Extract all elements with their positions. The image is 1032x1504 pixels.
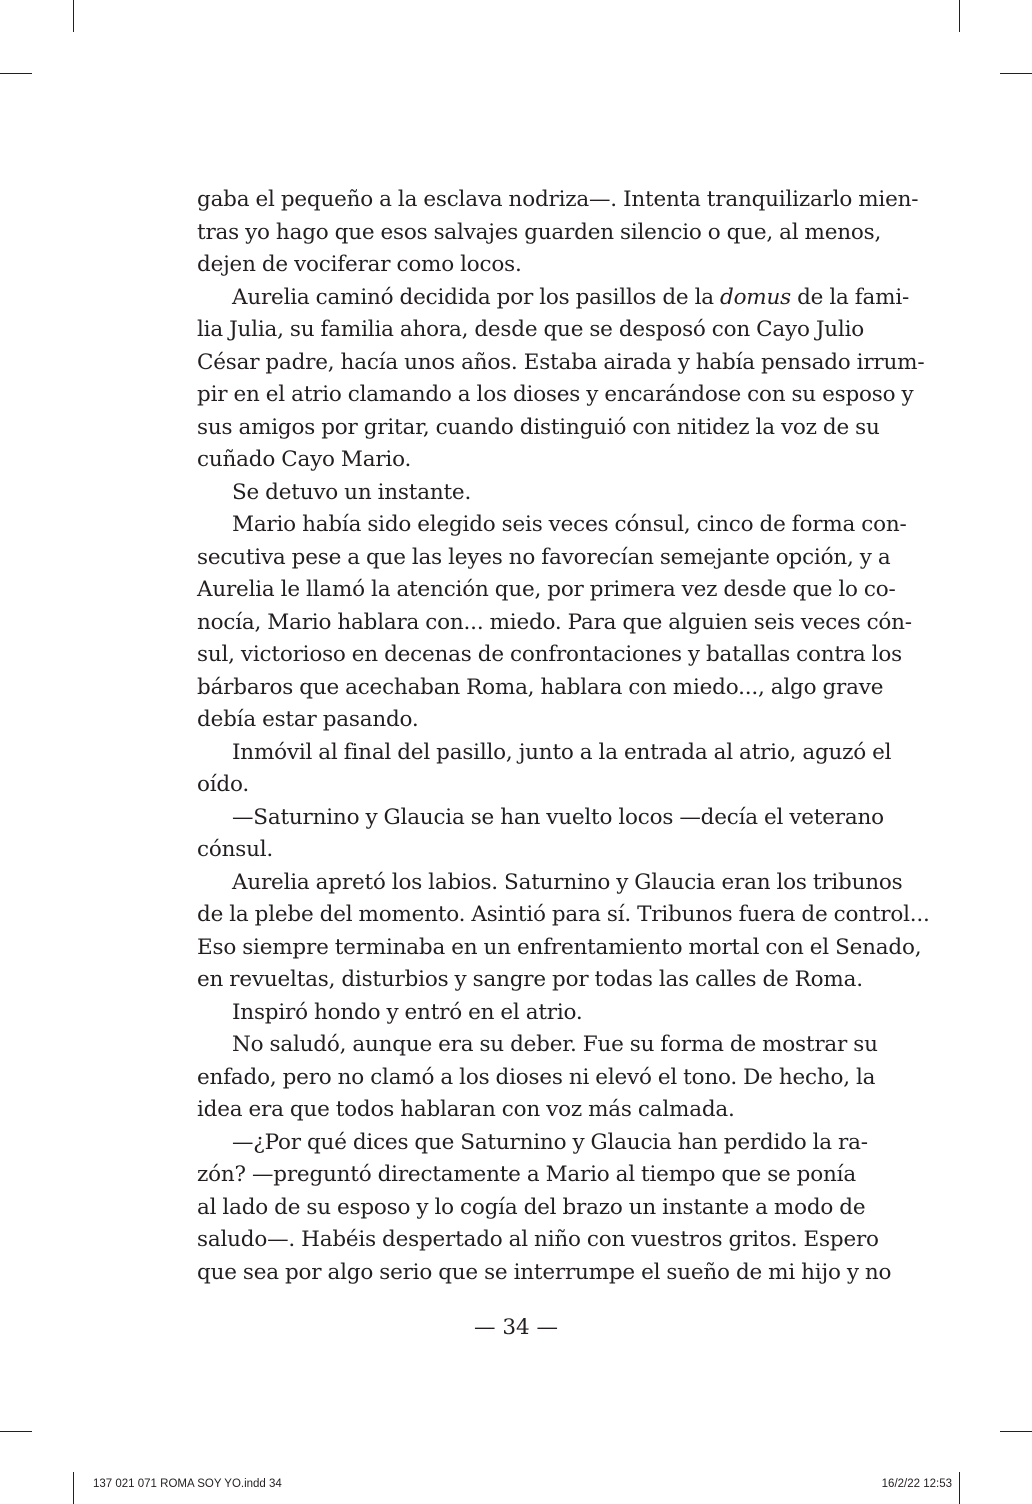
text-line: Inspiró hondo y entró en el atrio. xyxy=(232,999,583,1025)
crop-mark-top-right xyxy=(959,0,960,32)
crop-mark-right-top xyxy=(1000,73,1032,74)
text-line: al lado de su esposo y lo cogía del brazo un instante a modo de xyxy=(197,1194,866,1220)
text-line: lia Julia, su familia ahora, desde que se desposó con Cayo Julio xyxy=(197,317,865,342)
text-line: cuñado Cayo Mario. xyxy=(197,447,412,472)
page-number: — 34 — xyxy=(473,1315,559,1340)
text-line: secutiva pese a que las leyes no favorecían semejante opción, y a xyxy=(197,544,891,570)
text-line: Inmóvil al final del pasillo, junto a la entrada al atrio, aguzó el xyxy=(232,739,892,765)
text-line: Mario había sido elegido seis veces cónsul, cinco de forma con- xyxy=(232,512,907,537)
crop-mark-bottom-right xyxy=(959,1472,960,1504)
text-line: No saludó, aunque era su deber. Fue su forma de mostrar su xyxy=(232,1032,878,1057)
text-line: gaba el pequeño a la esclava nodriza—. Intenta tranquilizarlo mien- xyxy=(197,187,919,212)
text-line: saludo—. Habéis despertado al niño con vuestros gritos. Espero xyxy=(197,1227,879,1252)
text-line: sul, victorioso en decenas de confrontaciones y batallas contra los xyxy=(197,642,902,667)
text-line: Se detuvo un instante. xyxy=(232,479,472,505)
text-line: debía estar pasando. xyxy=(197,707,419,732)
text-line: que sea por algo serio que se interrumpe el sueño de mi hijo y no xyxy=(197,1259,892,1285)
text-line: tras yo hago que esos salvajes guarden silencio o que, al menos, xyxy=(197,219,882,245)
text-line: bárbaros que acechaban Roma, hablara con miedo..., algo grave xyxy=(197,674,884,700)
crop-mark-right-bottom xyxy=(1000,1431,1032,1432)
crop-mark-left-top xyxy=(0,73,32,74)
text-line: zón? —preguntó directamente a Mario al tiempo que se ponía xyxy=(197,1162,856,1187)
text-line: pir en el atrio clamando a los dioses y encarándose con su esposo y xyxy=(197,382,914,407)
crop-mark-bottom-left xyxy=(73,1472,74,1504)
text-line: dejen de vociferar como locos. xyxy=(197,252,522,277)
text-line: enfado, pero no clamó a los dioses ni elevó el tono. De hecho, la xyxy=(197,1064,876,1090)
text-line: oído. xyxy=(197,772,249,797)
slug-file-info: 137 021 071 ROMA SOY YO.indd 34 xyxy=(93,1478,282,1490)
text-line: sus amigos por gritar, cuando distinguió con nitidez la voz de su xyxy=(197,414,880,440)
text-line: de la plebe del momento. Asintió para sí. Tribunos fuera de control... xyxy=(197,902,930,927)
text-line: idea era que todos hablaran con voz más calmada. xyxy=(197,1097,735,1122)
text-line: Aurelia apretó los labios. Saturnino y Glaucia eran los tribunos xyxy=(232,869,903,895)
text-line: Aurelia le llamó la atención que, por primera vez desde que lo co- xyxy=(197,577,896,602)
text-line: cónsul. xyxy=(197,837,274,862)
text-line: —Saturnino y Glaucia se han vuelto locos —decía el veterano xyxy=(232,804,884,830)
crop-mark-top-left xyxy=(73,0,74,32)
body-text xyxy=(197,184,930,1289)
text-line: en revueltas, disturbios y sangre por todas las calles de Roma. xyxy=(197,967,863,992)
text-line: —¿Por qué dices que Saturnino y Glaucia han perdido la ra- xyxy=(232,1129,868,1155)
crop-mark-left-bottom xyxy=(0,1431,32,1432)
text-line: nocía, Mario hablara con... miedo. Para que alguien seis veces cón- xyxy=(197,609,912,635)
text-line: César padre, hacía unos años. Estaba airada y había pensado irrum- xyxy=(197,349,925,375)
slug-date-time: 16/2/22 12:53 xyxy=(881,1478,952,1490)
text-line: Aurelia caminó decidida por los pasillos de la domus de la fami- xyxy=(232,284,910,310)
text-line: Eso siempre terminaba en un enfrentamiento mortal con el Senado, xyxy=(197,934,922,960)
